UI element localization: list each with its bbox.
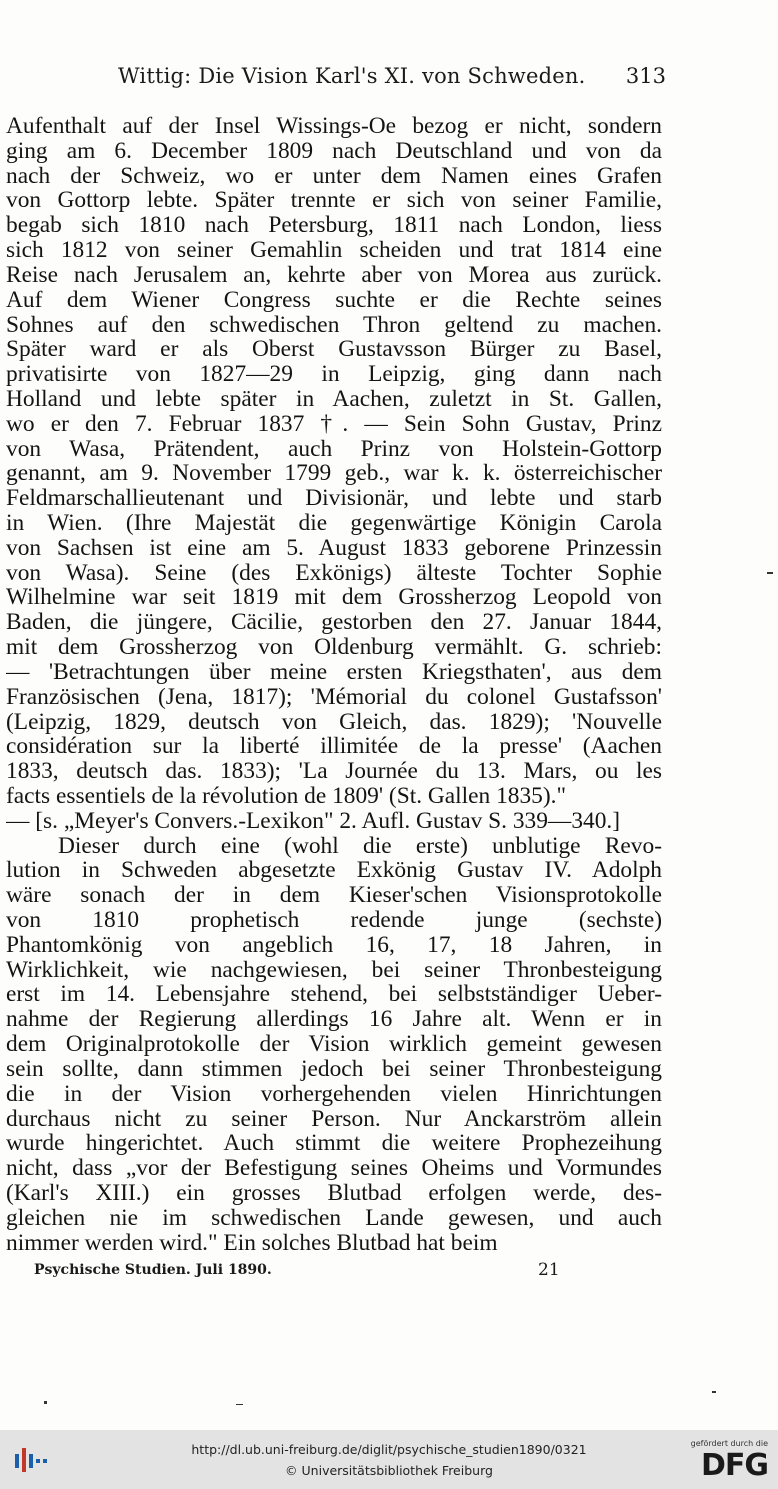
text-line: nimmer werden wird." Ein solches Blutbad hat beim [6, 1230, 498, 1256]
text-line: durchaus nicht zu seiner Person. Nur Anckarström allein [6, 1106, 662, 1132]
text-line: Aufenthalt auf der Insel Wissings-Oe bezog er nicht, sondern [6, 114, 662, 139]
text-line: Später ward er als Oberst Gustavsson Bürger zu Basel, [6, 337, 662, 363]
text-line: von Gottorp lebte. Später trennte er sich von seiner Familie, [6, 188, 662, 214]
footer-signature: 21 [538, 1260, 560, 1280]
dfg-logo: DFG [700, 1448, 768, 1483]
text-line: wurde hingerichtet. Auch stimmt die weitere Prophezeihung [6, 1131, 662, 1157]
text-line: genannt, am 9. November 1799 geb., war k. k. österreichischer [6, 461, 662, 487]
text-line: 1833, deutsch das. 1833); 'La Journée du 13. Mars, ou les [6, 759, 662, 784]
text-line: von Wasa). Seine (des Exkönigs) älteste Tochter Sophie [6, 560, 662, 586]
text-line: Feldmarschallieutenant und Divisionär, und lebte und starb [6, 486, 662, 511]
text-line: Holland und lebte später in Aachen, zuletzt in St. Gallen, [6, 386, 662, 412]
text-line: sein sollte, dann stimmen jedoch bei seiner Thronbesteigung [6, 1056, 662, 1082]
text-line: facts essentiels de la révolution de 1809' (St. Gallen 1835)." [6, 783, 567, 809]
text-line: Reise nach Jerusalem an, kehrte aber von Morea aus zurück. [6, 262, 662, 288]
running-header [0, 64, 778, 94]
text-line: considération sur la liberté illimitée de la presse' (Aachen [6, 734, 662, 760]
text-line: privatisirte von 1827—29 in Leipzig, ging dann nach [6, 362, 662, 387]
text-line: (Karl's XIII.) ein grosses Blutbad erfolgen werde, des- [6, 1180, 662, 1206]
text-line: dem Originalprotokolle der Vision wirklich gemeint gewesen [6, 1032, 662, 1057]
body-text [6, 114, 662, 1255]
copyright-text: © Universitätsbibliothek Freiburg [285, 1463, 493, 1478]
text-line: sich 1812 von seiner Gemahlin scheiden und trat 1814 eine [6, 238, 662, 263]
text-line: nahme der Regierung allerdings 16 Jahre alt. Wenn er in [6, 1007, 662, 1033]
viewer-footer-bar [0, 1430, 778, 1489]
text-line: lution in Schweden abgesetzte Exkönig Gustav IV. Adolph [6, 858, 662, 884]
dfg-caption: gefördert durch die [690, 1439, 768, 1448]
text-line: (Leipzig, 1829, deutsch von Gleich, das. 1829); 'Nouvelle [6, 709, 662, 735]
page-footer [0, 1262, 778, 1286]
text-line: erst im 14. Lebensjahre stehend, bei selbstständiger Ueber- [6, 982, 662, 1008]
text-line: Wirklichkeit, wie nachgewiesen, bei seiner Thronbesteigung [6, 957, 662, 983]
text-line: Dieser durch eine (wohl die erste) unblutige Revo- [58, 833, 662, 859]
page-number: 313 [625, 64, 666, 88]
text-line: Wilhelmine war seit 1819 mit dem Grossherzog Leopold von [6, 585, 662, 611]
text-line: — 'Betrachtungen über meine ersten Kriegsthaten', aus dem [6, 659, 662, 685]
text-line: von Wasa, Prätendent, auch Prinz von Holstein-Gottorp [6, 436, 662, 462]
footer-journal: Psychische Studien. Juli 1890. [34, 1262, 272, 1278]
text-line: Auf dem Wiener Congress suchte er die Rechte seines [6, 287, 662, 313]
text-line: nach der Schweiz, wo er unter dem Namen eines Grafen [6, 163, 662, 189]
text-line: die in der Vision vorhergehenden vielen Hinrichtungen [6, 1081, 662, 1107]
source-url-link[interactable]: http://dl.ub.uni-freiburg.de/diglit/psychische_studien1890/0321 [191, 1442, 587, 1457]
text-line: ging am 6. December 1809 nach Deutschland und von da [6, 138, 662, 164]
text-line: in Wien. (Ihre Majestät die gegenwärtige Königin Carola [6, 511, 662, 536]
text-line: — [s. „Meyer's Convers.-Lexikon" 2. Aufl. Gustav S. 339—340.] [6, 808, 621, 834]
text-line: wäre sonach der in dem Kieser'schen Visionsprotokolle [6, 883, 662, 908]
text-line: mit dem Grossherzog von Oldenburg vermählt. G. schrieb: [6, 635, 662, 660]
text-line: wo er den 7. Februar 1837 †. — Sein Sohn Gustav, Prinz [6, 411, 662, 437]
text-line: nicht, dass „vor der Befestigung seines Oheims und Vormundes [6, 1156, 662, 1181]
text-line: von Sachsen ist eine am 5. August 1833 geborene Prinzessin [6, 535, 662, 561]
header-title: Wittig: Die Vision Karl's XI. von Schweden. [118, 64, 586, 88]
text-line: von 1810 prophetisch redende junge (sechste) [6, 908, 662, 933]
text-line: Französischen (Jena, 1817); 'Mémorial du colonel Gustafsson' [6, 684, 662, 710]
text-line: Baden, die jüngere, Cäcilie, gestorben den 27. Januar 1844, [6, 610, 662, 636]
text-line: gleichen nie im schwedischen Lande gewesen, und auch [6, 1205, 662, 1231]
text-line: Phantomkönig von angeblich 16, 17, 18 Jahren, in [6, 932, 662, 958]
text-line: begab sich 1810 nach Petersburg, 1811 nach London, liess [6, 213, 662, 239]
text-line: Sohnes auf den schwedischen Thron geltend zu machen. [6, 312, 662, 338]
